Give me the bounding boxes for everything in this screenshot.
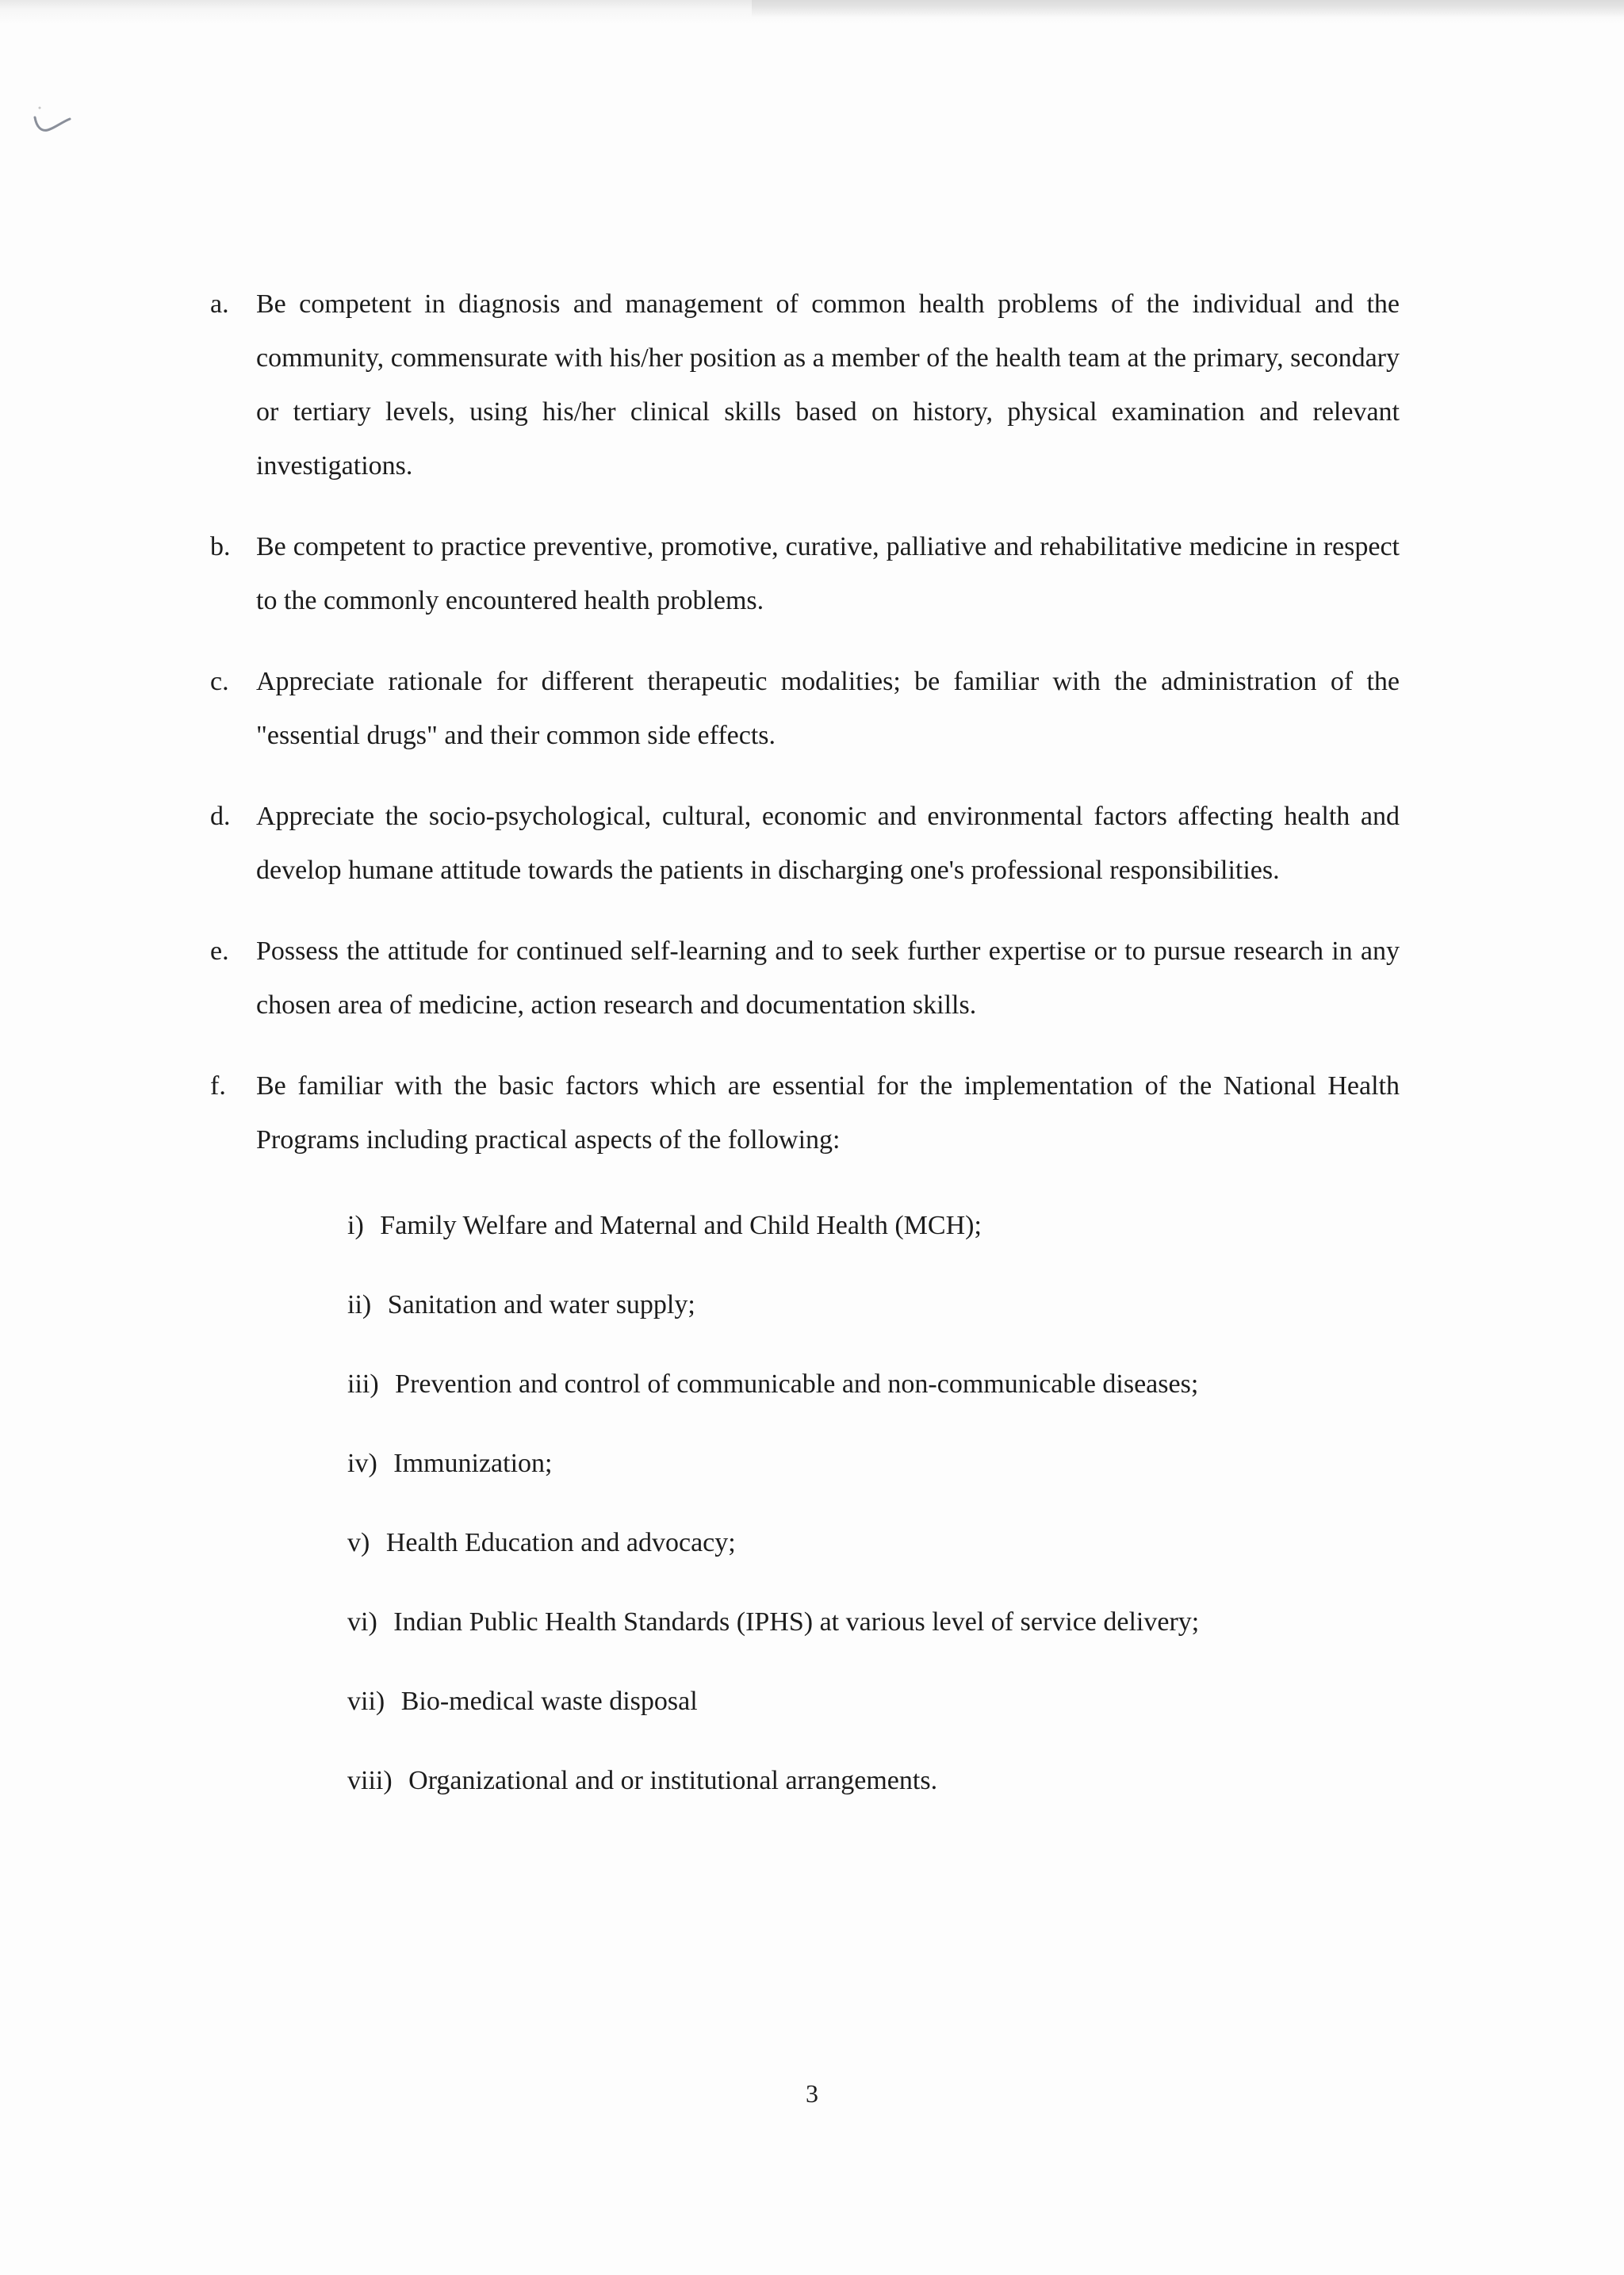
sub-list [347, 1205, 1400, 1802]
list-marker: e. [210, 936, 229, 966]
sub-list-marker: iv) [347, 1449, 377, 1478]
sub-list-marker: vi) [347, 1607, 377, 1637]
sub-list-text: Health Education and advocacy; [385, 1528, 736, 1557]
sub-list-text: Prevention and control of communicable and non-communicable diseases; [395, 1369, 1199, 1399]
sub-list-item [347, 1602, 1400, 1643]
sub-list-text: Bio-medical waste disposal [400, 1687, 698, 1716]
page-number: 3 [806, 2079, 818, 2108]
list-item-b [210, 520, 1400, 628]
sub-list-marker: viii) [347, 1766, 393, 1795]
sub-list-marker: i) [347, 1211, 364, 1240]
scan-top-edge-shadow [752, 0, 1624, 17]
sub-list-item [347, 1285, 1400, 1326]
sub-list-item [347, 1760, 1400, 1802]
sub-list-marker: vii) [347, 1687, 385, 1716]
list-marker: d. [210, 802, 231, 831]
sub-list-item [347, 1364, 1400, 1405]
list-item-text: Be competent in diagnosis and management of common health problems of the individual and the community, commensurate with his/her position as a member of the health team at the primary, secondary or tertiary levels, using his/her clinical skills based on history, physical examination and relevant investigations. [256, 289, 1400, 481]
sub-list-text: Sanitation and water supply; [387, 1290, 695, 1319]
sub-list-item [347, 1205, 1400, 1247]
list-marker: b. [210, 532, 231, 561]
objectives-list [210, 278, 1400, 1840]
list-marker: a. [210, 289, 229, 319]
list-item-c [210, 655, 1400, 763]
list-item-text: Be familiar with the basic factors which are essential for the implementation of the National Health Programs including practical aspects of the following: [256, 1071, 1400, 1155]
sub-list-marker: ii) [347, 1290, 372, 1319]
list-marker: f. [210, 1071, 226, 1101]
sub-list-item [347, 1443, 1400, 1484]
list-item-a [210, 278, 1400, 493]
sub-list-text: Organizational and or institutional arrangements. [408, 1766, 938, 1795]
list-marker: c. [210, 667, 229, 696]
list-item-text: Appreciate rationale for different therapeutic modalities; be familiar with the administration of the "essential drugs" and their common side effects. [256, 667, 1400, 750]
list-item-text: Possess the attitude for continued self-learning and to seek further expertise or to pursue research in any chosen area of medicine, action research and documentation skills. [256, 936, 1400, 1020]
list-item-text: Appreciate the socio-psychological, cultural, economic and environmental factors affecting health and develop humane attitude towards the patients in discharging one's professional responsibilities. [256, 802, 1400, 885]
list-item-f [210, 1059, 1400, 1802]
sub-list-text: Indian Public Health Standards (IPHS) at various level of service delivery; [393, 1607, 1200, 1637]
list-item-e [210, 925, 1400, 1032]
sub-list-marker: iii) [347, 1369, 379, 1399]
sub-list-item [347, 1681, 1400, 1722]
list-item-text: Be competent to practice preventive, promotive, curative, palliative and rehabilitative medicine in respect to the commonly encountered health problems. [256, 532, 1400, 615]
sub-list-item [347, 1522, 1400, 1564]
list-item-d [210, 790, 1400, 898]
scan-mark [30, 103, 78, 151]
sub-list-marker: v) [347, 1528, 370, 1557]
sub-list-text: Family Welfare and Maternal and Child Health (MCH); [380, 1211, 982, 1240]
sub-list-text: Immunization; [393, 1449, 553, 1478]
